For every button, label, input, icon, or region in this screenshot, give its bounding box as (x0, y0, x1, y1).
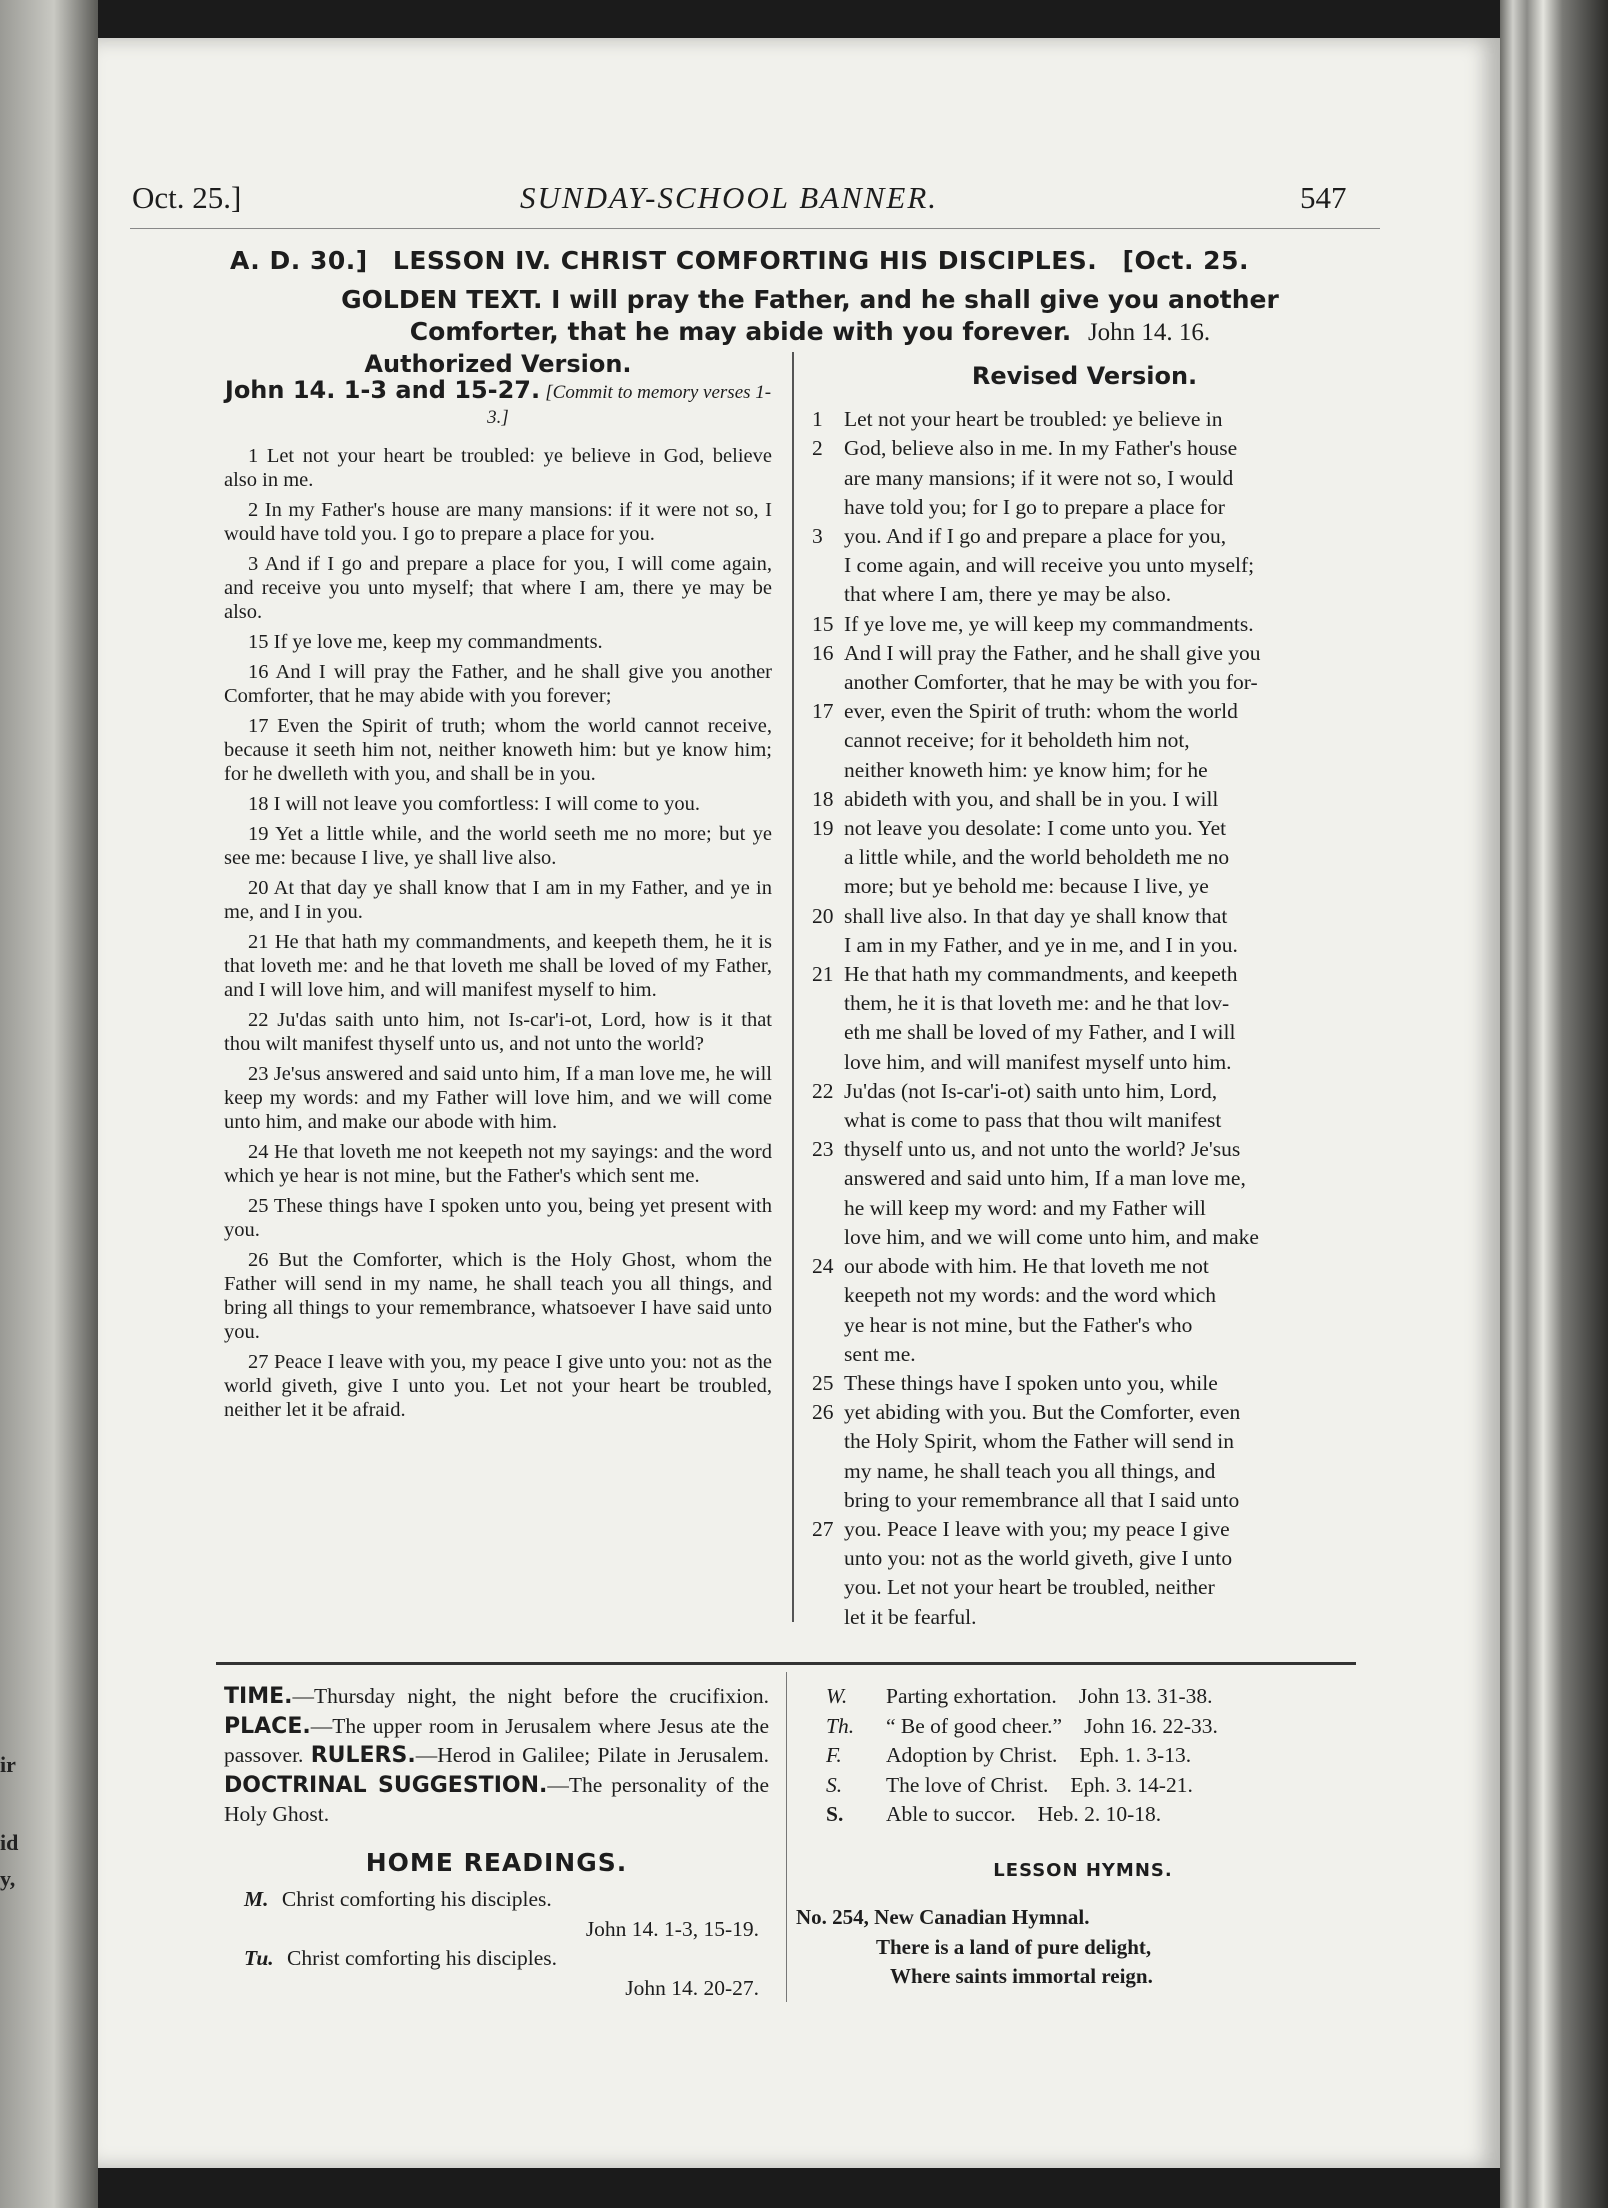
verse-line (812, 756, 1357, 785)
verse-line (812, 1106, 1357, 1135)
home-reading-item (244, 1885, 769, 1915)
verse-number: 25 (812, 1370, 834, 1395)
header-rule (130, 228, 1380, 229)
verse-line (812, 522, 1357, 551)
verse-paragraph: 27 Peace I leave with you, my peace I give unto you: not as the world giveth, give I unto you. Let not your heart be troubled, neither let it be afraid. (224, 1351, 772, 1421)
verse-text: you. Let not your heart be troubled, neither (844, 1575, 1215, 1600)
verse-line (812, 1077, 1357, 1106)
verse-line (812, 405, 1357, 434)
verse-text: shall live also. In that day ye shall know that (844, 903, 1228, 928)
revised-version-heading: Revised Version. (971, 362, 1198, 390)
verse-paragraph: 23 Je'sus answered and said unto him, If a man love me, he will keep my words: and my Father will love him, and we will come unto him, and make our abode with him. (224, 1063, 772, 1133)
reading-reference: John 14. 20-27. (625, 1975, 759, 2000)
verse-line (812, 1194, 1357, 1223)
reading-reference: Eph. 1. 3-13. (1079, 1743, 1192, 1767)
verse-line (812, 1281, 1357, 1310)
verse-line (812, 1369, 1357, 1398)
verse-text: God, believe also in me. In my Father's house (844, 436, 1238, 461)
readings-and-hymns (796, 1682, 1358, 1992)
lesson-notes (224, 1682, 769, 2003)
verse-number: 18 (812, 786, 834, 811)
authorized-version-heading: Authorized Version. (364, 350, 632, 378)
hymn-line: There is a land of pure delight, (876, 1934, 1152, 1959)
verse-line (812, 434, 1357, 463)
golden-text-label: GOLDEN TEXT. (341, 285, 543, 314)
verse-text: abideth with you, and shall be in you. I will (844, 786, 1219, 811)
home-readings-heading: HOME READINGS. (365, 1847, 628, 1877)
verse-number: 21 (812, 962, 834, 987)
left-page-fragment: y, (0, 1866, 16, 1891)
verse-line (812, 931, 1357, 960)
verse-line (812, 989, 1357, 1018)
verse-text: that where I am, there ye may be also. (844, 582, 1172, 607)
left-page-fragment: ir (0, 1752, 16, 1777)
verse-text: ever, even the Spirit of truth: whom the world (844, 699, 1238, 724)
verse-text: And I will pray the Father, and he shall give you (844, 640, 1261, 665)
reading-reference: John 14. 1-3, 15-19. (585, 1916, 759, 1941)
doctrinal-text: —The personality of the Holy Ghost. (224, 1772, 769, 1826)
rulers-text: —Herod in Galilee; Pilate in Jerusalem. (415, 1743, 770, 1767)
reading-day: Tu. (244, 1946, 274, 1970)
verse-line (812, 1252, 1357, 1281)
verse-text: ye hear is not mine, but the Father's who (844, 1312, 1193, 1337)
verse-text: cannot receive; for it beholdeth him not, (844, 728, 1190, 753)
time-text: —Thursday night, the night before the crucifixion. (292, 1684, 769, 1708)
verse-paragraph: 24 He that loveth me not keepeth not my sayings: and the word which ye hear is not mine, but the Father's which sent me. (224, 1141, 772, 1187)
verse-text: my name, he shall teach you all things, and (844, 1458, 1216, 1483)
verse-paragraph: 21 He that hath my commandments, and keepeth them, he it is that loveth me: and he that loveth me shall be loved of my Father, and I will love him, and will manifest myself to him. (224, 931, 772, 1001)
verse-text: neither knoweth him: ye know him; for he (844, 757, 1208, 782)
verse-line (812, 551, 1357, 580)
verse-paragraph: 3 And if I go and prepare a place for you, I will come again, and receive you unto myself; that where I am, there ye may be also. (224, 553, 772, 623)
verse-line (812, 1457, 1357, 1486)
verse-text: I come again, and will receive you unto myself; (844, 553, 1255, 578)
verse-line (812, 1164, 1357, 1193)
verse-number: 1 (812, 407, 823, 432)
verse-text: are many mansions; if it were not so, I would (844, 465, 1234, 490)
column-divider (792, 352, 794, 1622)
lesson-title-line (230, 246, 1360, 275)
verse-line (812, 580, 1357, 609)
home-reading-item (808, 1741, 1358, 1771)
header-date: Oct. 25.] (132, 180, 242, 215)
reading-text: Christ comforting his disciples. (281, 1887, 552, 1911)
verse-line (812, 1398, 1357, 1427)
verse-text: a little while, and the world beholdeth me no (844, 845, 1230, 870)
verse-line (812, 902, 1357, 931)
verse-number: 24 (812, 1254, 834, 1279)
authorized-verses (224, 444, 772, 1422)
verse-line (812, 726, 1357, 755)
verse-number: 27 (812, 1516, 834, 1541)
header-title: SUNDAY-SCHOOL BANNER. (520, 180, 939, 215)
verse-paragraph: 18 I will not leave you comfortless: I will come to you. (248, 793, 701, 815)
lesson-title: LESSON IV. CHRIST COMFORTING HIS DISCIPLES. (392, 246, 1098, 275)
verse-paragraph: 25 These things have I spoken unto you, being yet present with you. (224, 1195, 772, 1241)
lesson-date: [Oct. 25. (1122, 246, 1249, 275)
rulers-label: RULERS. (310, 1743, 416, 1768)
verse-paragraph: 22 Ju'das saith unto him, not Is-car'i-ot, Lord, how is it that thou wilt manifest thyself unto us, and not unto the world? (224, 1009, 772, 1055)
verse-line (812, 1311, 1357, 1340)
verse-text: I am in my Father, and ye in me, and I in you. (844, 932, 1238, 957)
reading-reference: John 16. 22-33. (1084, 1713, 1218, 1738)
revised-verses (812, 405, 1357, 1632)
verse-paragraph: 15 If ye love me, keep my commandments. (248, 631, 603, 653)
verse-text: He that hath my commandments, and keepeth (844, 962, 1238, 987)
verse-text: yet abiding with you. But the Comforter, even (844, 1400, 1241, 1425)
verse-line (812, 814, 1357, 843)
time-label: TIME. (224, 1684, 293, 1709)
verse-line (812, 1223, 1357, 1252)
verse-text: bring to your remembrance all that I said unto (844, 1487, 1240, 1512)
lower-column-divider (786, 1672, 787, 2002)
reading-day: W. (826, 1684, 848, 1708)
verse-text: them, he it is that loveth me: and he that lov- (844, 991, 1230, 1016)
reading-reference: Heb. 2. 10-18. (1037, 1802, 1162, 1826)
verse-text: what is come to pass that thou wilt manifest (844, 1108, 1222, 1133)
verse-text: let it be fearful. (844, 1604, 977, 1629)
verse-line (812, 960, 1357, 989)
verse-line (812, 785, 1357, 814)
verse-line (812, 1135, 1357, 1164)
verse-text: love him, and will manifest myself unto him. (844, 1049, 1232, 1074)
reading-text: Christ comforting his disciples. (287, 1946, 557, 1970)
verse-text: you. And if I go and prepare a place for you, (844, 524, 1227, 549)
commit-to-memory-note: [Commit to memory verses 1-3.] (487, 382, 772, 428)
reading-reference: Eph. 3. 14-21. (1070, 1772, 1193, 1797)
lesson-year: A. D. 30.] (230, 246, 368, 275)
verse-line (812, 493, 1357, 522)
reading-text: Adoption by Christ. (886, 1743, 1058, 1767)
place-text: —The upper room in Jerusalem where Jesus ate the passover. (224, 1713, 769, 1767)
verse-text: sent me. (844, 1341, 916, 1366)
verse-line (812, 668, 1357, 697)
verse-line (812, 697, 1357, 726)
notes-paragraph (224, 1682, 769, 1830)
verse-text: answered and said unto him, If a man love me, (844, 1166, 1246, 1191)
lesson-hymns-heading: LESSON HYMNS. (993, 1859, 1173, 1881)
reading-text: “ Be of good cheer.” (886, 1713, 1063, 1738)
doctrinal-label: DOCTRINAL SUGGESTION. (224, 1772, 548, 1798)
reading-day: F. (826, 1743, 842, 1767)
verse-text: These things have I spoken unto you, while (844, 1370, 1218, 1395)
verse-paragraph: 26 But the Comforter, which is the Holy Ghost, whom the Father will send in my name, he shall teach you all things, and bring all things to your remembrance, whatsoever I have said unto you. (224, 1249, 772, 1343)
verse-line (812, 1603, 1357, 1632)
verse-line (812, 1573, 1357, 1602)
verse-line (812, 1544, 1357, 1573)
verse-number: 26 (812, 1400, 834, 1425)
remaining-readings (808, 1682, 1358, 1830)
verse-line (812, 610, 1357, 639)
golden-text-body: I will pray the Father, and he shall give you another Comforter, that he may abide with you forever. (409, 285, 1279, 346)
verse-line (812, 1018, 1357, 1047)
verse-paragraph: 19 Yet a little while, and the world seeth me no more; but ye see me: because I live, ye shall live also. (224, 823, 772, 869)
verse-number: 22 (812, 1078, 834, 1103)
verse-line (812, 464, 1357, 493)
revised-version-column (812, 362, 1357, 1632)
reading-reference: John 13. 31-38. (1078, 1684, 1213, 1708)
reading-day: S. (826, 1802, 844, 1826)
left-page-edge (0, 0, 98, 2208)
verse-text: Let not your heart be troubled: ye believe in (844, 407, 1223, 432)
verse-line (812, 1427, 1357, 1456)
verse-text: have told you; for I go to prepare a place for (844, 494, 1225, 519)
verse-line (812, 872, 1357, 901)
verse-text: he will keep my word: and my Father will (844, 1195, 1206, 1220)
reading-text: Able to succor. (886, 1802, 1016, 1826)
verse-number: 2 (812, 436, 823, 461)
verse-line (812, 639, 1357, 668)
verse-text: unto you: not as the world giveth, give I unto (844, 1546, 1233, 1571)
golden-text (270, 284, 1350, 349)
reading-text: The love of Christ. (886, 1772, 1049, 1797)
book-spine-edge (1500, 0, 1608, 2208)
verse-paragraph: 2 In my Father's house are many mansions: if it were not so, I would have told you. I go to prepare a place for you. (224, 499, 772, 545)
section-rule (216, 1662, 1356, 1665)
verse-text: another Comforter, that he may be with you for- (844, 670, 1258, 695)
verse-number: 23 (812, 1137, 834, 1162)
verse-line (812, 1340, 1357, 1369)
verse-text: more; but ye behold me: because I live, ye (844, 874, 1209, 899)
verse-text: love him, and we will come unto him, and make (844, 1224, 1259, 1249)
verse-text: not leave you desolate: I come unto you. Yet (844, 816, 1227, 841)
verse-number: 3 (812, 524, 823, 549)
verse-text: our abode with him. He that loveth me not (844, 1254, 1209, 1279)
home-reading-item (808, 1800, 1358, 1830)
verse-line (812, 1048, 1357, 1077)
verse-line (812, 1515, 1357, 1544)
verse-paragraph: 20 At that day ye shall know that I am in my Father, and ye in me, and I in you. (224, 877, 772, 923)
home-reading-item (808, 1771, 1358, 1801)
page-number: 547 (1300, 180, 1347, 215)
verse-line (812, 843, 1357, 872)
passage-reference: John 14. 1-3 and 15-27. (224, 376, 541, 404)
home-reading-item (244, 1944, 769, 1974)
authorized-version-column (224, 352, 772, 1428)
reading-day: M. (244, 1887, 269, 1911)
verse-paragraph: 1 Let not your heart be troubled: ye believe in God, believe also in me. (224, 445, 772, 491)
reading-day: Th. (826, 1713, 855, 1738)
golden-text-reference: John 14. 16. (1087, 319, 1211, 346)
home-reading-item (808, 1682, 1358, 1712)
verse-number: 20 (812, 903, 834, 928)
verse-number: 17 (812, 699, 834, 724)
verse-text: thyself unto us, and not unto the world? Je'sus (844, 1137, 1241, 1162)
left-page-fragment: id (0, 1830, 19, 1855)
reading-text: Parting exhortation. (886, 1684, 1057, 1708)
hymn-number: No. 254, New Canadian Hymnal. (796, 1905, 1090, 1929)
verse-text: keepeth not my words: and the word which (844, 1283, 1216, 1308)
verse-number: 15 (812, 611, 834, 636)
verse-text: If ye love me, ye will keep my commandments. (844, 611, 1254, 636)
passage-line (224, 378, 772, 430)
verse-text: the Holy Spirit, whom the Father will send in (844, 1429, 1234, 1454)
verse-text: you. Peace I leave with you; my peace I give (844, 1516, 1230, 1541)
home-reading-item (808, 1712, 1358, 1742)
verse-text: eth me shall be loved of my Father, and I will (844, 1020, 1236, 1045)
verse-paragraph: 16 And I will pray the Father, and he shall give you another Comforter, that he may abide with you forever; (224, 661, 772, 707)
place-label: PLACE. (224, 1713, 311, 1739)
verse-number: 19 (812, 816, 834, 841)
hymn-line: Where saints immortal reign. (890, 1964, 1153, 1988)
verse-text: Ju'das (not Is-car'i-ot) saith unto him, Lord, (844, 1078, 1218, 1103)
reading-day: S. (826, 1772, 843, 1797)
verse-paragraph: 17 Even the Spirit of truth; whom the world cannot receive, because it seeth him not, neither knoweth him: but ye know him; for he dwelleth with you, and shall be in you. (224, 715, 772, 785)
verse-line (812, 1486, 1357, 1515)
verse-number: 16 (812, 640, 834, 665)
